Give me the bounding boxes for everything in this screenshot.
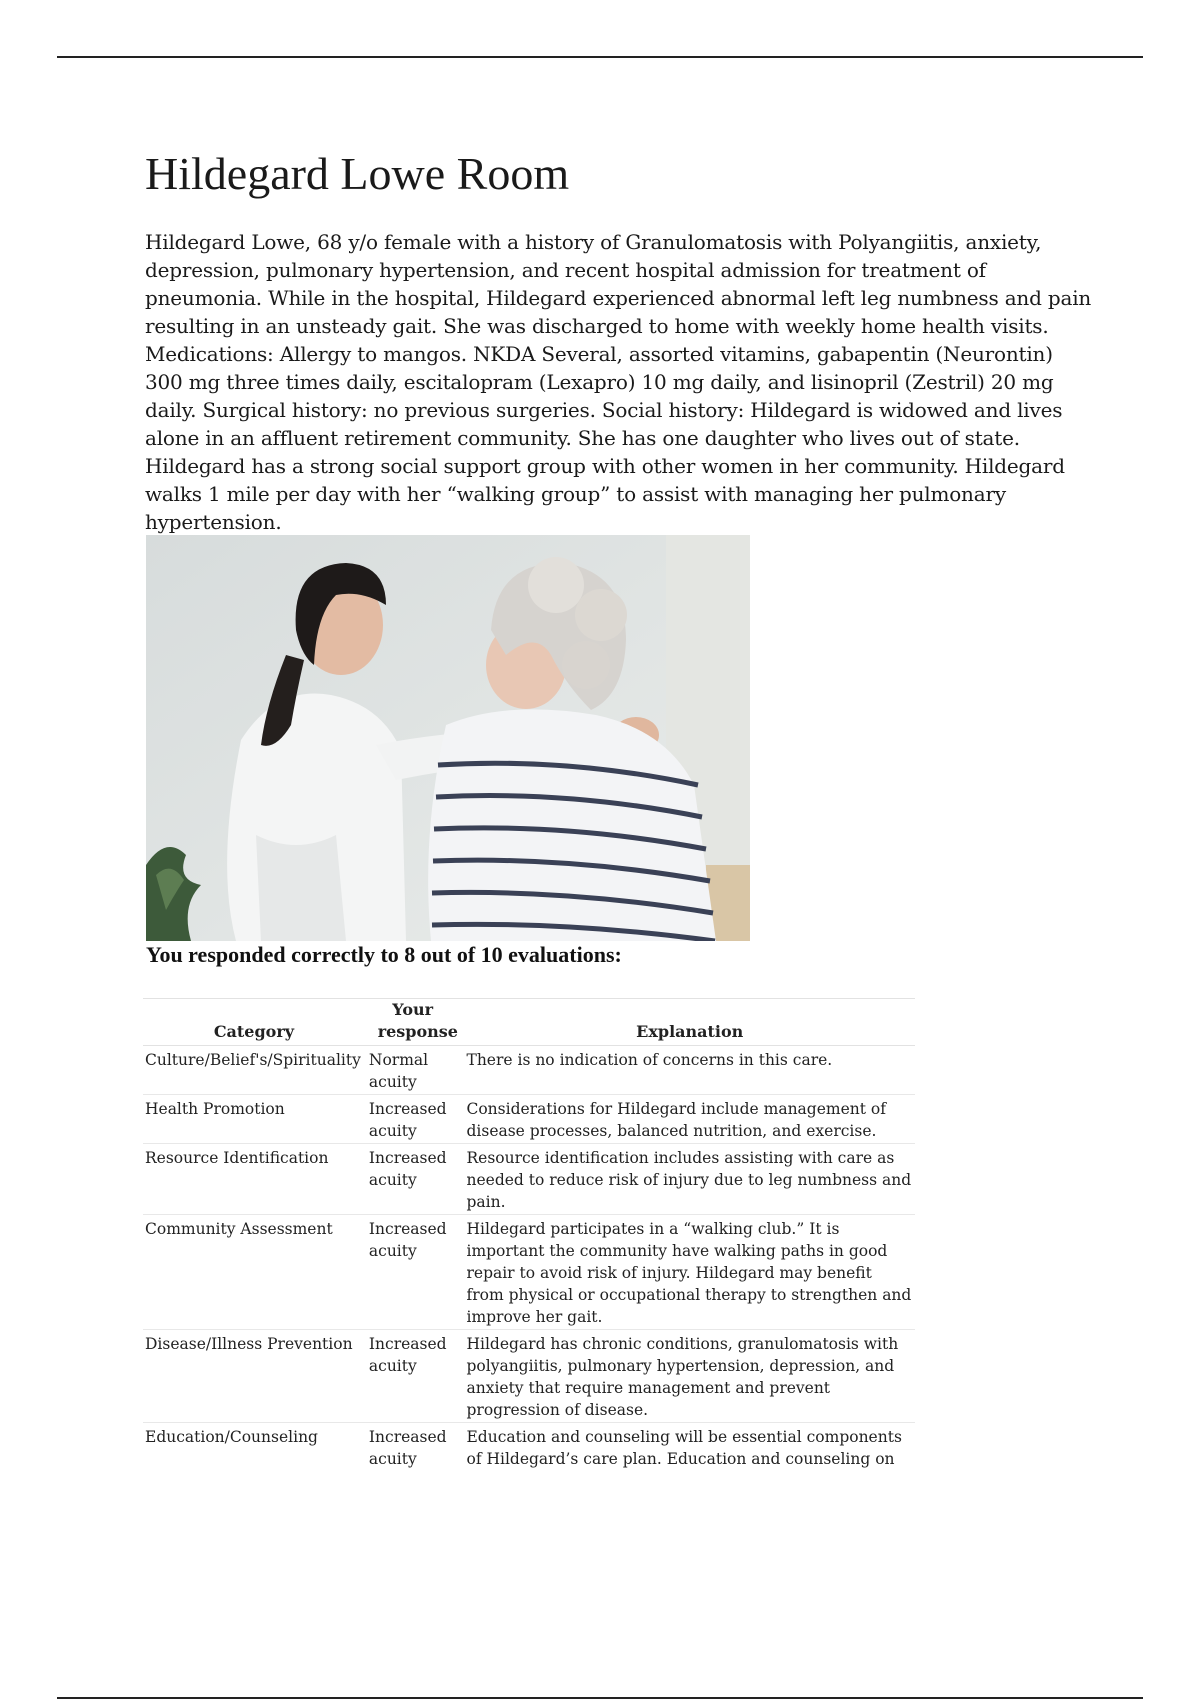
footer-rule xyxy=(57,1697,1143,1699)
row-category: Health Promotion xyxy=(145,1100,285,1118)
patient-photo xyxy=(146,535,750,941)
row-response: Increased acuity xyxy=(368,1149,447,1189)
row-explanation: Hildegard participates in a “walking club.” It is important the community have walking paths in good repair to avoid risk of injury. Hildegard may benefit from physical or occupational therapy to strengthen and improve her gait. xyxy=(466,1220,912,1326)
row-explanation: Considerations for Hildegard include management of disease processes, balanced nutrition, and exercise. xyxy=(466,1100,886,1140)
header-category: Category xyxy=(213,1022,295,1041)
table-row xyxy=(143,1095,915,1144)
header-response xyxy=(365,999,459,1046)
row-category: Resource Identification xyxy=(145,1149,329,1167)
row-category: Culture/Belief's/Spirituality xyxy=(145,1051,361,1069)
row-category: Disease/Illness Prevention xyxy=(145,1335,353,1353)
row-explanation: Hildegard has chronic conditions, granulomatosis with polyangiitis, pulmonary hypertension, depression, and anxiety that require management and prevent progression of disease. xyxy=(466,1335,899,1419)
table-row xyxy=(143,1046,915,1095)
row-explanation: Education and counseling will be essential components of Hildegard’s care plan. Education and counseling on xyxy=(466,1428,902,1468)
score-summary: You responded correctly to 8 out of 10 evaluations: xyxy=(146,942,622,967)
table-row xyxy=(143,1330,915,1423)
row-category: Education/Counseling xyxy=(145,1428,318,1446)
header-response-label: Your response xyxy=(377,1000,458,1041)
header-explanation: Explanation xyxy=(636,1022,744,1041)
table-header-row xyxy=(143,999,915,1046)
table-row xyxy=(143,1144,915,1215)
row-response: Normal acuity xyxy=(368,1051,429,1091)
row-response: Increased acuity xyxy=(368,1428,447,1468)
row-explanation: Resource identification includes assisting with care as needed to reduce risk of injury due to leg numbness and pain. xyxy=(466,1149,912,1211)
page-title: Hildegard Lowe Room xyxy=(145,148,570,199)
evaluation-results-table xyxy=(143,998,915,1471)
row-response: Increased acuity xyxy=(368,1220,447,1260)
header-rule xyxy=(57,56,1143,58)
row-explanation: There is no indication of concerns in this care. xyxy=(466,1051,833,1069)
case-description: Hildegard Lowe, 68 y/o female with a history of Granulomatosis with Polyangiitis, anxiety, depression, pulmonary hypertension, and recent hospital admission for treatment of pneumonia. While in the hospital, Hildegard experienced abnormal left leg numbness and pain resulting in an unsteady gait. She was discharged to home with weekly home health visits. Medications: Allergy to mangos. NKDA Several, assorted vitamins, gabapentin (Neurontin) 300 mg three times daily, escitalopram (Lexapro) 10 mg daily, and lisinopril (Zestril) 20 mg daily. Surgical history: no previous surgeries. Social history: Hildegard is widowed and lives alone in an affluent retirement community. She has one daughter who lives out of state. Hildegard has a strong social support group with other women in her community. Hildegard walks 1 mile per day with her “walking group” to assist with managing her pulmonary hypertension. xyxy=(145,230,1092,534)
row-response: Increased acuity xyxy=(368,1100,447,1140)
row-response: Increased acuity xyxy=(368,1335,447,1375)
row-category: Community Assessment xyxy=(145,1220,333,1238)
table-row xyxy=(143,1215,915,1330)
table-row xyxy=(143,1423,915,1472)
